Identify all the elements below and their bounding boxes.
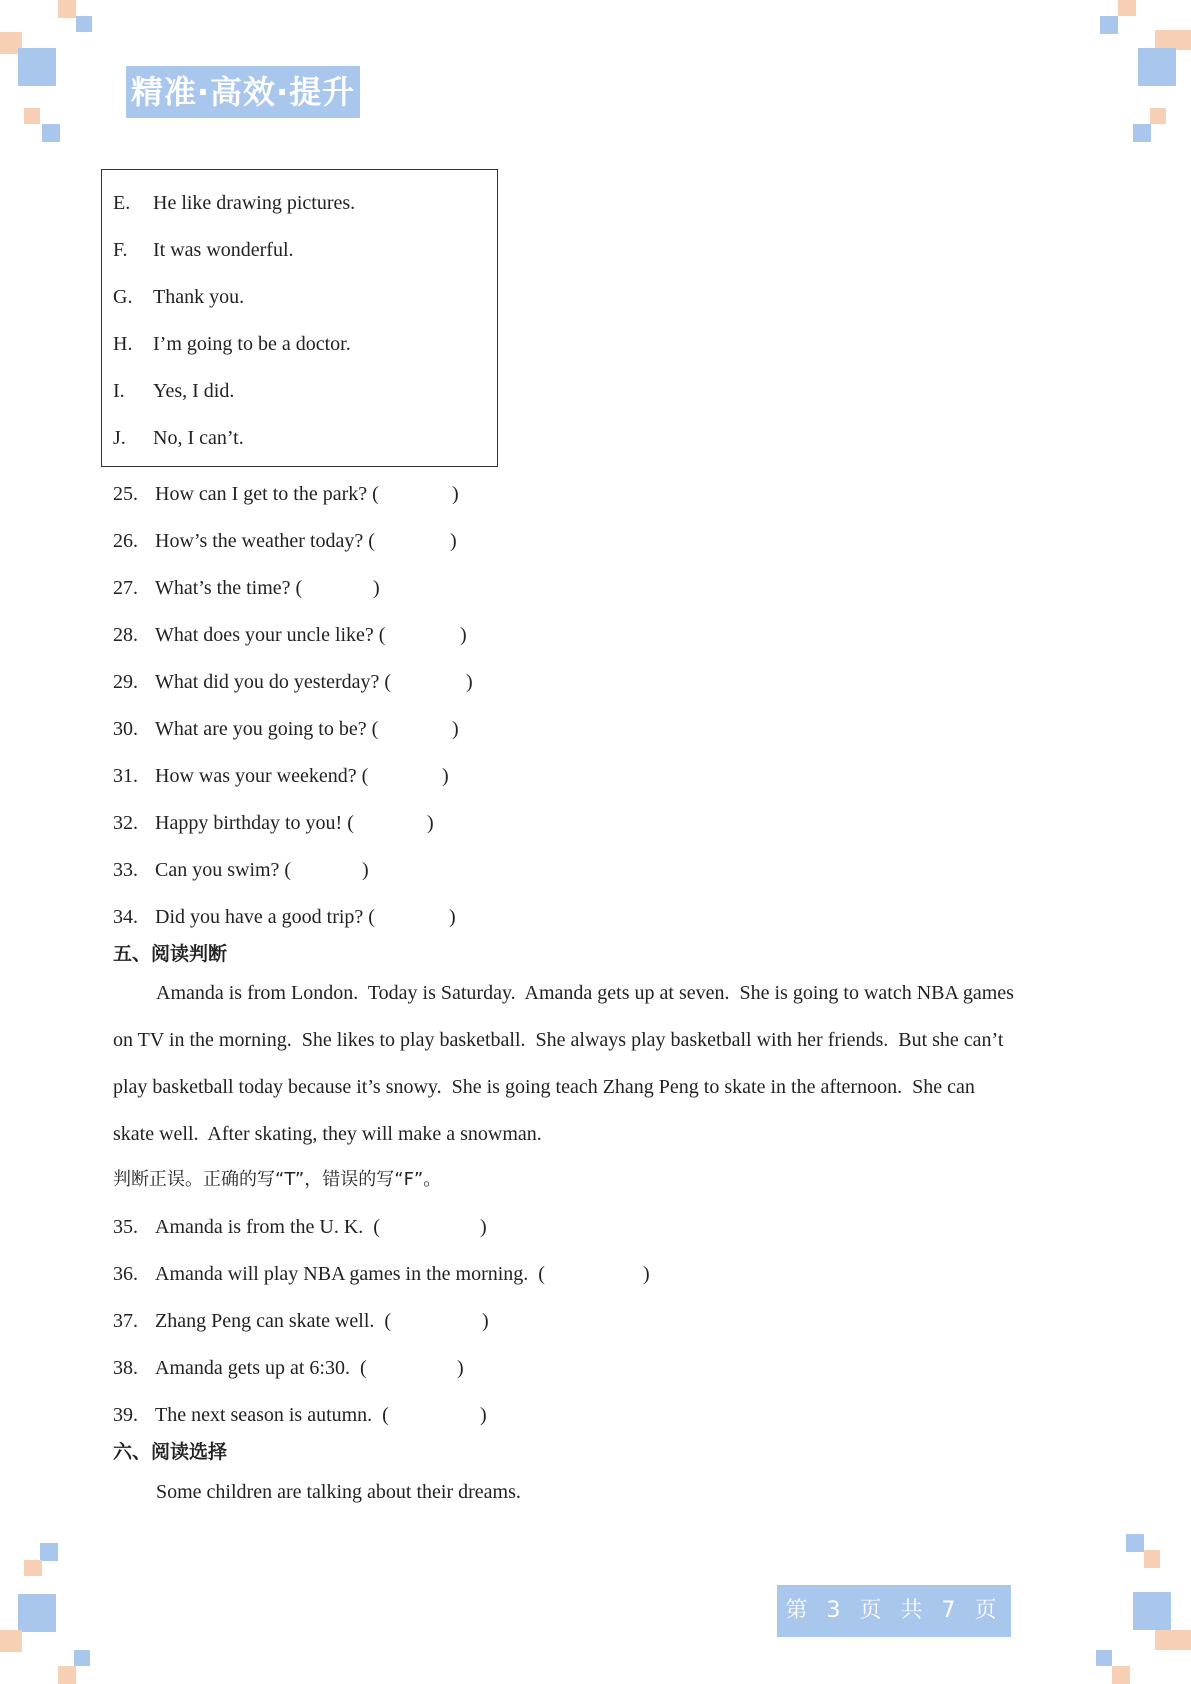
answer-blank-close: )	[452, 483, 459, 505]
decor-square	[1144, 1550, 1160, 1568]
answer-blank-close: )	[450, 530, 457, 552]
decor-square	[1155, 30, 1191, 50]
question-number: 30.	[113, 718, 138, 740]
decor-square	[74, 1650, 90, 1666]
question-text: Did you have a good trip? (	[155, 906, 375, 928]
instruction-text: 判断正误。正确的写“T”，错误的写“F”。	[113, 1169, 442, 1190]
answer-blank-close: )	[427, 812, 434, 834]
answer-blank-close: )	[480, 1404, 487, 1426]
passage-line: Amanda is from London. Today is Saturday. Amanda gets up at seven. She is going to watch NBA games	[156, 982, 1014, 1004]
decor-square	[76, 16, 92, 32]
answer-blank-close: )	[442, 765, 449, 787]
question-text: Zhang Peng can skate well. (	[155, 1310, 392, 1332]
question-number: 36.	[113, 1263, 138, 1285]
answer-blank-close: )	[460, 624, 467, 646]
decor-square	[1155, 1630, 1191, 1650]
option-letter: J.	[113, 427, 126, 449]
question-text: Amanda is from the U. K. (	[155, 1216, 380, 1238]
passage-line: skate well. After skating, they will make a snowman.	[113, 1123, 542, 1145]
answer-blank-close: )	[452, 718, 459, 740]
option-item	[113, 285, 244, 309]
question-text: Happy birthday to you! (	[155, 812, 354, 834]
question-text: The next season is autumn. (	[155, 1404, 389, 1426]
option-letter: E.	[113, 192, 131, 214]
answer-blank-close: )	[466, 671, 473, 693]
answer-blank-close: )	[449, 906, 456, 928]
option-letter: F.	[113, 239, 128, 261]
answer-blank-close: )	[482, 1310, 489, 1332]
question-text: Can you swim? (	[155, 859, 292, 881]
decor-square	[58, 0, 76, 18]
option-item	[113, 426, 244, 450]
option-text: It was wonderful.	[153, 239, 294, 261]
question-number: 25.	[113, 483, 138, 505]
question-item	[113, 1403, 389, 1427]
decor-square	[18, 1594, 56, 1632]
question-text: How was your weekend? (	[155, 765, 369, 787]
option-text: Thank you.	[153, 286, 245, 308]
question-item	[113, 623, 385, 647]
decor-square	[1100, 16, 1118, 34]
brand-banner: 精准·高效·提升	[126, 66, 360, 118]
decor-square	[1126, 1534, 1144, 1552]
passage-line: Some children are talking about their dreams.	[156, 1481, 521, 1503]
option-letter: G.	[113, 286, 133, 308]
passage-line: on TV in the morning. She likes to play basketball. She always play basketball with her friends. But she can’t	[113, 1029, 1004, 1051]
question-text: How can I get to the park? (	[155, 483, 379, 505]
option-text: He like drawing pictures.	[153, 192, 356, 214]
question-number: 35.	[113, 1216, 138, 1238]
question-text: Amanda gets up at 6:30. (	[155, 1357, 367, 1379]
decor-square	[24, 1560, 42, 1576]
question-text: How’s the weather today? (	[155, 530, 375, 552]
option-item	[113, 379, 234, 403]
question-item	[113, 811, 354, 835]
decor-square	[1133, 124, 1151, 142]
question-text: What’s the time? (	[155, 577, 303, 599]
question-text: What are you going to be? (	[155, 718, 379, 740]
answer-blank-close: )	[480, 1216, 487, 1238]
question-text: Amanda will play NBA games in the morning. (	[155, 1263, 545, 1285]
section-heading: 六、阅读选择	[113, 1441, 228, 1463]
question-item	[113, 1309, 391, 1333]
option-letter: H.	[113, 333, 133, 355]
option-item	[113, 332, 351, 356]
question-item	[113, 1262, 545, 1286]
question-text: What did you do yesterday? (	[155, 671, 392, 693]
decor-square	[40, 1543, 58, 1561]
question-item	[113, 1215, 380, 1239]
decor-square	[24, 108, 40, 124]
question-item	[113, 1356, 367, 1380]
question-item	[113, 858, 291, 882]
decor-square	[58, 1666, 76, 1684]
decor-square	[1133, 1592, 1171, 1630]
option-item	[113, 238, 294, 262]
question-text: What does your uncle like? (	[155, 624, 386, 646]
answer-blank-close: )	[643, 1263, 650, 1285]
question-number: 28.	[113, 624, 138, 646]
question-item	[113, 764, 368, 788]
decor-square	[1112, 1666, 1130, 1684]
passage-line: play basketball today because it’s snowy. She is going teach Zhang Peng to skate in the afternoon. She can	[113, 1076, 975, 1098]
option-item	[113, 191, 355, 215]
question-number: 32.	[113, 812, 138, 834]
question-number: 29.	[113, 671, 138, 693]
answer-blank-close: )	[457, 1357, 464, 1379]
section-heading: 五、阅读判断	[113, 943, 228, 965]
question-item	[113, 576, 302, 600]
question-number: 31.	[113, 765, 138, 787]
option-text: I’m going to be a doctor.	[153, 333, 351, 355]
question-number: 34.	[113, 906, 138, 928]
decor-square	[1138, 48, 1176, 86]
question-number: 26.	[113, 530, 138, 552]
option-text: Yes, I did.	[153, 380, 235, 402]
question-number: 27.	[113, 577, 138, 599]
question-item	[113, 482, 379, 506]
decor-square	[0, 1630, 22, 1652]
question-item	[113, 717, 378, 741]
option-letter: I.	[113, 380, 125, 402]
answer-blank-close: )	[362, 859, 369, 881]
question-number: 39.	[113, 1404, 138, 1426]
decor-square	[1118, 0, 1136, 16]
question-number: 37.	[113, 1310, 138, 1332]
question-item	[113, 905, 375, 929]
decor-square	[18, 48, 56, 86]
question-item	[113, 670, 391, 694]
question-item	[113, 529, 375, 553]
option-text: No, I can’t.	[153, 427, 244, 449]
answer-blank-close: )	[373, 577, 380, 599]
decor-square	[42, 124, 60, 142]
decor-square	[1096, 1650, 1112, 1666]
page-indicator: 第 3 页 共 7 页	[777, 1585, 1011, 1637]
decor-square	[1150, 108, 1166, 124]
question-number: 38.	[113, 1357, 138, 1379]
question-number: 33.	[113, 859, 138, 881]
